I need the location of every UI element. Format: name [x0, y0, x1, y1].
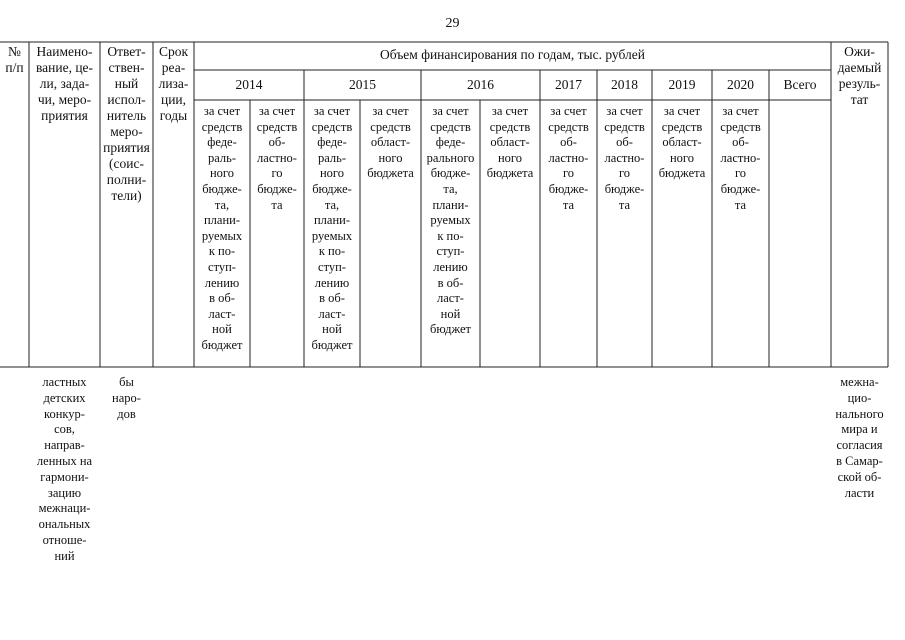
row-expected-continuation: межна- цио- нального мира и согласия в Самар- ской об- ласти [835, 375, 884, 500]
year-2014: 2014 [235, 77, 263, 92]
source-2015-regional: за счет средств област- ного бюджета [367, 104, 414, 181]
header-funding: Объем финансирования по годам, тыс. рублей [380, 47, 645, 62]
source-2019-regional: за счет средств област- ного бюджета [658, 104, 706, 181]
year-total: Всего [783, 77, 817, 92]
header-expected-result: Ожи- даемый резуль- тат [837, 44, 882, 107]
page-number: 29 [445, 16, 460, 31]
year-2019: 2019 [668, 77, 696, 92]
source-2020-regional: за счет средств об- ластно- го бюдже- та [720, 104, 761, 212]
row-name-continuation: ластных детских конкур- сов, направ- ленных на гармони- зацию межнаци- ональных отноше- ний [36, 375, 93, 563]
year-2020: 2020 [727, 77, 754, 92]
header-term: Срок реа- лиза- ции, годы [158, 44, 189, 123]
header-name: Наимено- вание, це- ли, зада- чи, меро- приятия [35, 44, 94, 123]
source-2015-federal: за счет средств феде- раль- ного бюдже- та, плани- руемых к по- ступ- лению в об- ласт- ной бюджет [311, 104, 353, 352]
year-2016: 2016 [467, 77, 494, 92]
header-responsible: Ответ- ствен- ный испол- нитель меро- приятия (соис- полни- тели) [103, 44, 150, 203]
source-2016-federal: за счет средств феде- рального бюдже- та, плани- руемых к по- ступ- лению в об- ласт- ной бюджет [426, 104, 475, 337]
row-responsible-continuation: бы наро- дов [112, 375, 141, 421]
source-2016-regional: за счет средств област- ного бюджета [486, 104, 534, 181]
header-number: № п/п [5, 44, 24, 75]
source-2017-regional: за счет средств об- ластно- го бюдже- та [548, 104, 589, 212]
source-2018-regional: за счет средств об- ластно- го бюдже- та [604, 104, 645, 212]
source-2014-regional: за счет средств об- ластно- го бюдже- та [256, 104, 298, 212]
year-2018: 2018 [611, 77, 638, 92]
year-2017: 2017 [555, 77, 582, 92]
year-2015: 2015 [349, 77, 376, 92]
source-2014-federal: за счет средств феде- раль- ного бюдже- та, плани- руемых к по- ступ- лению в об- ласт- ной бюджет [201, 104, 243, 352]
